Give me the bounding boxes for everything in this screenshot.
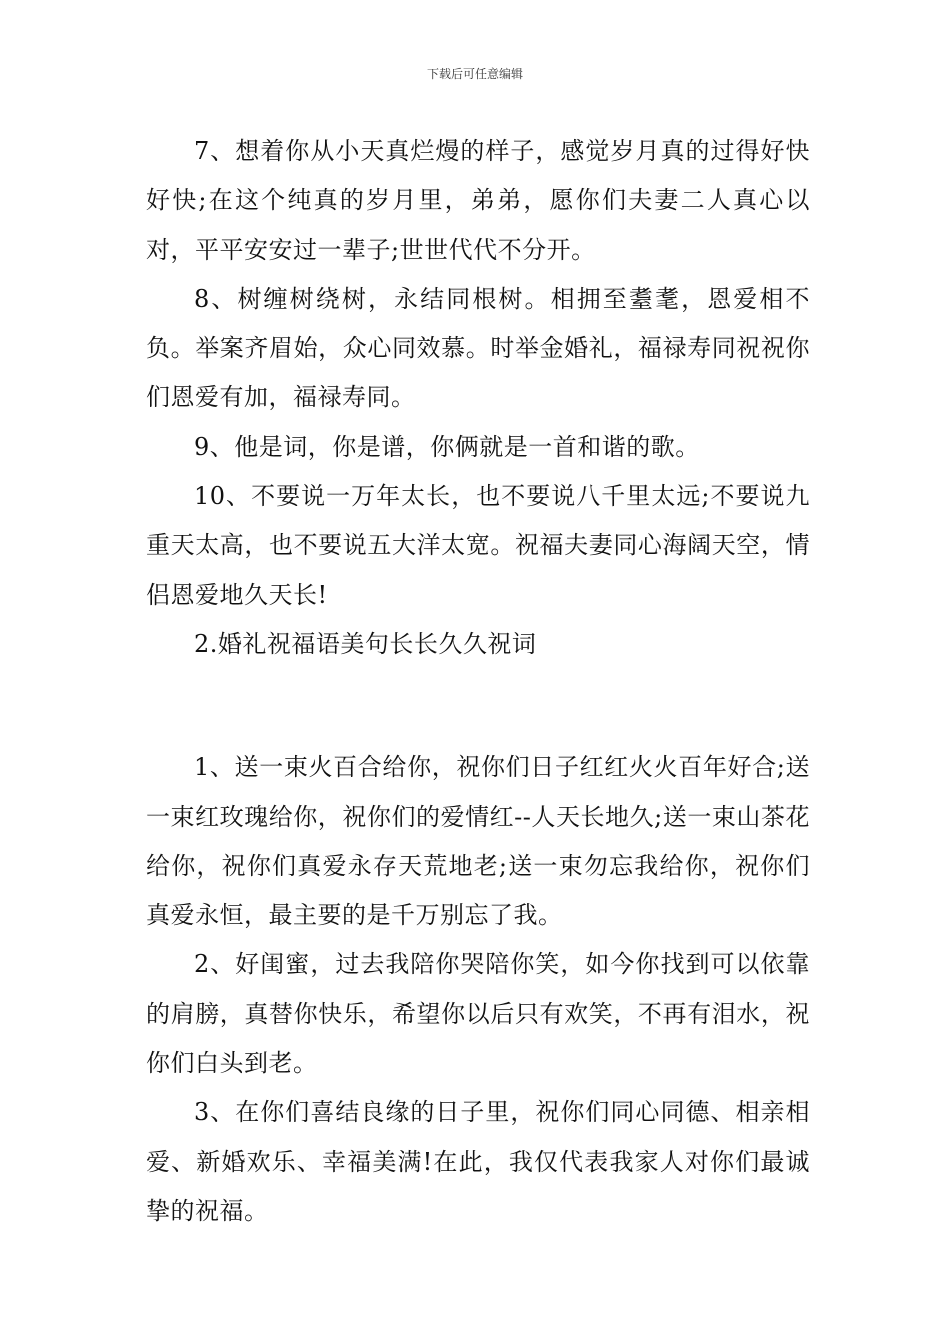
paragraph-7: 7、想着你从小天真烂熳的样子，感觉岁月真的过得好快好快;在这个纯真的岁月里，弟弟，愿你们夫妻二人真心以对，平平安安过一辈子;世世代代不分开。 xyxy=(146,137,810,264)
paragraph-8: 8、树缠树绕树，永结同根树。相拥至耋耄，恩爱相不负。举案齐眉始，众心同效慕。时举金婚礼，福禄寿同祝祝你们恩爱有加，福禄寿同。 xyxy=(146,284,810,412)
paragraph-2: 2、好闺蜜，过去我陪你哭陪你笑，如今你找到可以依靠的肩膀，真替你快乐，希望你以后只有欢笑，不再有泪水，祝你们白头到老。 xyxy=(146,950,810,1078)
paragraph-9: 9、他是词，你是谱，你俩就是一首和谐的歌。 xyxy=(194,432,700,461)
paragraph-3: 3、在你们喜结良缘的日子里，祝你们同心同德、相亲相爱、新婚欢乐、幸福美满!在此，我仅代表我家人对你们最诚挚的祝福。 xyxy=(146,1098,810,1225)
document-body xyxy=(146,127,810,1236)
paragraph-10: 10、不要说一万年太长，也不要说八千里太远;不要说九重天太高，也不要说五大洋太宽。祝福夫妻同心海阔天空，情侣恩爱地久天长! xyxy=(146,482,810,609)
paragraph-1: 1、送一束火百合给你，祝你们日子红红火火百年好合;送一束红玫瑰给你，祝你们的爱情红--人天长地久;送一束山茶花给你，祝你们真爱永存天荒地老;送一束勿忘我给你，祝你们真爱永恒，最主要的是千万别忘了我。 xyxy=(146,753,810,930)
page-header: 下载后可任意编辑 xyxy=(426,67,523,81)
section-heading: 2.婚礼祝福语美句长长久久祝词 xyxy=(194,629,537,658)
section-spacer xyxy=(146,669,810,743)
